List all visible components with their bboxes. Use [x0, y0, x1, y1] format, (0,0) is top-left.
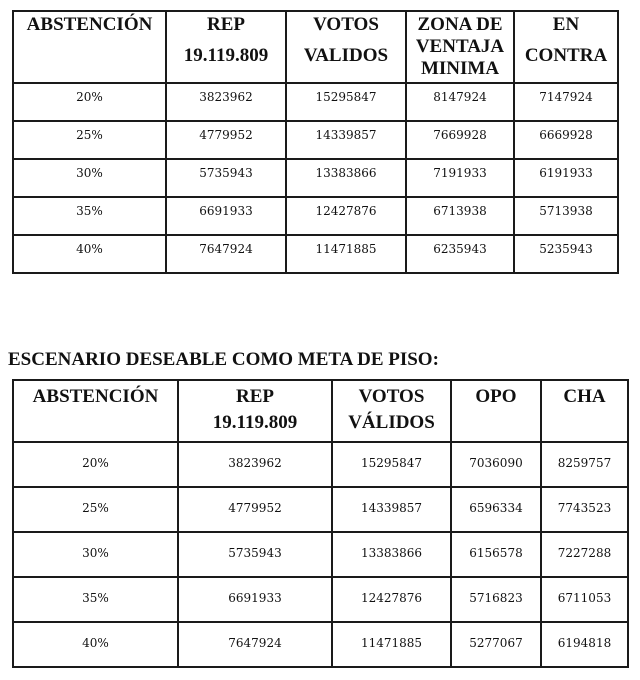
- header-line: ABSTENCIÓN: [32, 386, 159, 407]
- table-cell: 35%: [13, 197, 166, 235]
- section-heading: ESCENARIO DESEABLE COMO META DE PISO:: [8, 349, 439, 370]
- table-cell: 8259757: [541, 442, 628, 487]
- table-cell: 3823962: [178, 442, 332, 487]
- header-line: MINIMA: [420, 58, 500, 79]
- header-line: EN: [552, 14, 580, 35]
- table-cell: 4779952: [178, 487, 332, 532]
- table-row: [13, 197, 618, 235]
- header-zona-ventaja: [406, 11, 514, 83]
- table-cell: 7669928: [406, 121, 514, 159]
- table-row: [13, 577, 628, 622]
- header-en-contra: [514, 11, 618, 83]
- table-cell: 3823962: [166, 83, 286, 121]
- table-cell: 5735943: [178, 532, 332, 577]
- table-cell: 7647924: [178, 622, 332, 667]
- table-cell: 8147924: [406, 83, 514, 121]
- table-row: [13, 159, 618, 197]
- table-cell: 6713938: [406, 197, 514, 235]
- table-cell: 5277067: [451, 622, 541, 667]
- table-cell: 6691933: [178, 577, 332, 622]
- header-line: ZONA DE: [417, 14, 503, 35]
- header-votos-validos: [332, 380, 451, 442]
- header-line: CONTRA: [524, 45, 608, 66]
- table-cell: 6711053: [541, 577, 628, 622]
- table-cell: 30%: [13, 159, 166, 197]
- header-line: ABSTENCIÓN: [26, 14, 153, 35]
- table-cell: 7191933: [406, 159, 514, 197]
- table-cell: 40%: [13, 622, 178, 667]
- table-cell: 7147924: [514, 83, 618, 121]
- header-line: VALIDOS: [303, 45, 389, 66]
- header-votos-validos: [286, 11, 406, 83]
- table-cell: 12427876: [332, 577, 451, 622]
- header-line: REP: [236, 386, 274, 407]
- header-rep: [178, 380, 332, 442]
- table-cell: 6691933: [166, 197, 286, 235]
- table-cell: 15295847: [332, 442, 451, 487]
- table-cell: 5716823: [451, 577, 541, 622]
- table-cell: 6235943: [406, 235, 514, 273]
- table-cell: 5235943: [514, 235, 618, 273]
- table-row: [13, 487, 628, 532]
- header-rep: [166, 11, 286, 83]
- header-row: [13, 11, 618, 83]
- table-cell: 25%: [13, 487, 178, 532]
- table-cell: 6156578: [451, 532, 541, 577]
- table-cell: 6596334: [451, 487, 541, 532]
- header-line: VOTOS: [358, 386, 425, 407]
- table-cell: 7036090: [451, 442, 541, 487]
- table-cell: 5735943: [166, 159, 286, 197]
- target-scenario-table: [12, 379, 629, 668]
- table-row: [13, 622, 628, 667]
- table-cell: 5713938: [514, 197, 618, 235]
- table-cell: 20%: [13, 442, 178, 487]
- table-cell: 20%: [13, 83, 166, 121]
- table-row: [13, 532, 628, 577]
- header-opo: [451, 380, 541, 442]
- table-cell: 12427876: [286, 197, 406, 235]
- table-cell: 6194818: [541, 622, 628, 667]
- table-cell: 7743523: [541, 487, 628, 532]
- table-cell: 11471885: [286, 235, 406, 273]
- table-cell: 40%: [13, 235, 166, 273]
- table-row: [13, 121, 618, 159]
- abstention-table: [12, 10, 619, 274]
- table-cell: 15295847: [286, 83, 406, 121]
- header-line: 19.119.809: [212, 412, 298, 433]
- header-abstencion: [13, 11, 166, 83]
- table-cell: 13383866: [332, 532, 451, 577]
- table-cell: 6669928: [514, 121, 618, 159]
- table-cell: 7647924: [166, 235, 286, 273]
- header-cha: [541, 380, 628, 442]
- table-cell: 30%: [13, 532, 178, 577]
- header-line: VÁLIDOS: [348, 412, 435, 433]
- table-cell: 14339857: [332, 487, 451, 532]
- header-abstencion: [13, 380, 178, 442]
- header-line: VENTAJA: [415, 36, 505, 57]
- header-line: REP: [207, 14, 245, 35]
- table-cell: 35%: [13, 577, 178, 622]
- table-cell: 13383866: [286, 159, 406, 197]
- header-line: VOTOS: [313, 14, 379, 35]
- table-cell: 25%: [13, 121, 166, 159]
- header-line: OPO: [475, 386, 517, 407]
- table-cell: 11471885: [332, 622, 451, 667]
- table-row: [13, 442, 628, 487]
- table-cell: 4779952: [166, 121, 286, 159]
- header-line: CHA: [563, 386, 606, 407]
- header-line: 19.119.809: [183, 45, 269, 66]
- table-cell: 7227288: [541, 532, 628, 577]
- table-row: [13, 83, 618, 121]
- table-cell: 6191933: [514, 159, 618, 197]
- table-cell: 14339857: [286, 121, 406, 159]
- table-row: [13, 235, 618, 273]
- header-row: [13, 380, 628, 442]
